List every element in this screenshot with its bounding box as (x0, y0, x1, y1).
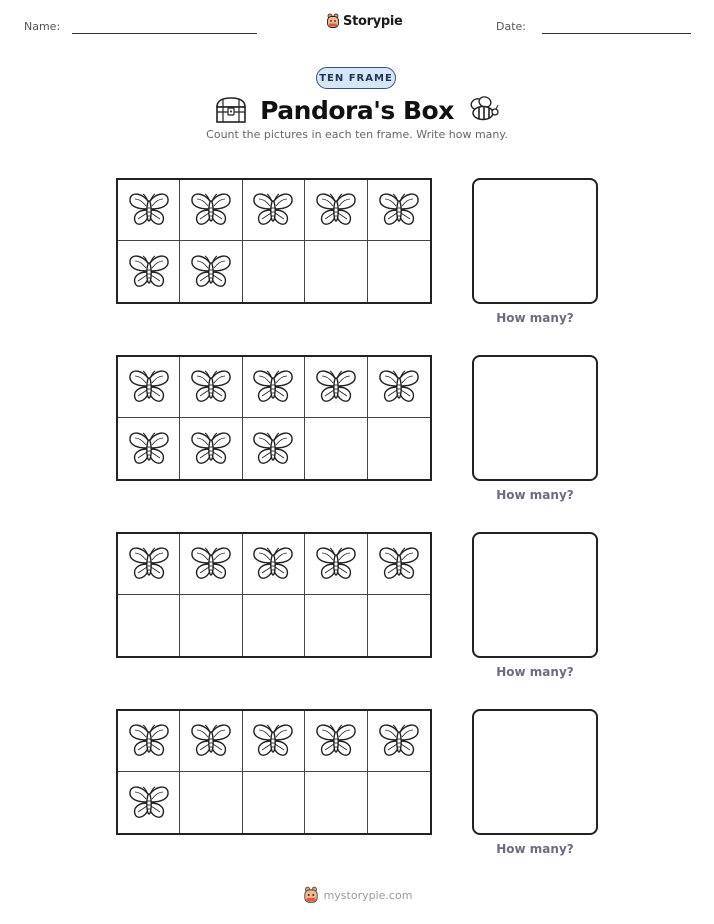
butterfly-icon (189, 545, 233, 583)
butterfly-icon (251, 191, 295, 229)
title-row (0, 92, 714, 128)
instructions: Count the pictures in each ten frame. Write how many. (206, 128, 508, 141)
ten-frame-cell (368, 772, 430, 833)
butterfly-icon (314, 545, 358, 583)
date-label: Date: (496, 20, 526, 33)
ten-frame-cell (180, 418, 242, 479)
ten-frame-cell (305, 241, 367, 302)
ten-frame-cell (368, 241, 430, 302)
ten-frame (116, 355, 432, 481)
butterfly-icon (127, 722, 171, 760)
name-label: Name: (24, 20, 61, 33)
butterfly-icon (127, 253, 171, 291)
ten-frame-cell (180, 180, 242, 241)
ten-frame-cell (118, 418, 180, 479)
pie-mascot-icon (326, 13, 340, 29)
butterfly-icon (251, 368, 295, 406)
butterfly-icon (189, 722, 233, 760)
butterfly-icon (189, 253, 233, 291)
ten-frame-cell (368, 418, 430, 479)
exercise-row (0, 532, 714, 692)
butterfly-icon (377, 722, 421, 760)
page-title: Pandora's Box (260, 95, 454, 125)
ten-frame-cell (243, 357, 305, 418)
ten-frame-cell (180, 711, 242, 772)
how-many-label: How many? (496, 311, 574, 325)
butterfly-icon (127, 191, 171, 229)
date-line[interactable] (542, 33, 691, 34)
ten-frame-cell (118, 772, 180, 833)
butterfly-icon (377, 368, 421, 406)
name-line[interactable] (72, 33, 257, 34)
footer (0, 886, 714, 904)
butterfly-icon (189, 191, 233, 229)
brand-name: Storypie (343, 13, 403, 29)
exercise-row (0, 178, 714, 338)
butterfly-icon (251, 430, 295, 468)
ten-frame-cell (305, 534, 367, 595)
answer-box[interactable] (472, 178, 598, 304)
butterfly-icon (314, 368, 358, 406)
worksheet-type-badge: TEN FRAME (316, 67, 396, 89)
ten-frame-cell (180, 534, 242, 595)
ten-frame-cell (243, 418, 305, 479)
bee-icon (466, 95, 500, 125)
ten-frame-cell (118, 595, 180, 656)
butterfly-icon (377, 545, 421, 583)
ten-frame-cell (368, 357, 430, 418)
ten-frame-cell (368, 534, 430, 595)
ten-frame-cell (118, 534, 180, 595)
butterfly-icon (314, 191, 358, 229)
butterfly-icon (251, 545, 295, 583)
ten-frame-cell (118, 357, 180, 418)
ten-frame (116, 709, 432, 835)
how-many-label: How many? (496, 842, 574, 856)
ten-frame-cell (305, 180, 367, 241)
ten-frame-cell (243, 180, 305, 241)
butterfly-icon (127, 368, 171, 406)
ten-frame-cell (368, 711, 430, 772)
ten-frame-cell (243, 595, 305, 656)
answer-box[interactable] (472, 709, 598, 835)
exercise-row (0, 709, 714, 869)
exercise-row (0, 355, 714, 515)
how-many-label: How many? (496, 488, 574, 502)
butterfly-icon (189, 368, 233, 406)
butterfly-icon (127, 784, 171, 822)
butterfly-icon (189, 430, 233, 468)
ten-frame (116, 532, 432, 658)
brand-logo (326, 13, 403, 29)
ten-frame-cell (305, 711, 367, 772)
ten-frame-cell (243, 772, 305, 833)
ten-frame-cell (180, 241, 242, 302)
butterfly-icon (377, 191, 421, 229)
butterfly-icon (127, 545, 171, 583)
answer-box[interactable] (472, 532, 598, 658)
butterfly-icon (127, 430, 171, 468)
ten-frame-cell (305, 595, 367, 656)
ten-frame-cell (243, 711, 305, 772)
footer-url: mystorypie.com (323, 888, 413, 902)
ten-frame-cell (243, 534, 305, 595)
butterfly-icon (314, 722, 358, 760)
ten-frame-cell (243, 241, 305, 302)
ten-frame-cell (368, 180, 430, 241)
pie-mascot-icon (302, 886, 320, 904)
answer-box[interactable] (472, 355, 598, 481)
ten-frame-cell (305, 357, 367, 418)
ten-frame-cell (180, 595, 242, 656)
ten-frame-cell (180, 772, 242, 833)
ten-frame-cell (118, 180, 180, 241)
ten-frame-cell (118, 241, 180, 302)
ten-frame-cell (305, 772, 367, 833)
ten-frame (116, 178, 432, 304)
ten-frame-cell (305, 418, 367, 479)
treasure-chest-icon (214, 95, 248, 125)
ten-frame-cell (368, 595, 430, 656)
ten-frame-cell (180, 357, 242, 418)
ten-frame-cell (118, 711, 180, 772)
how-many-label: How many? (496, 665, 574, 679)
butterfly-icon (251, 722, 295, 760)
